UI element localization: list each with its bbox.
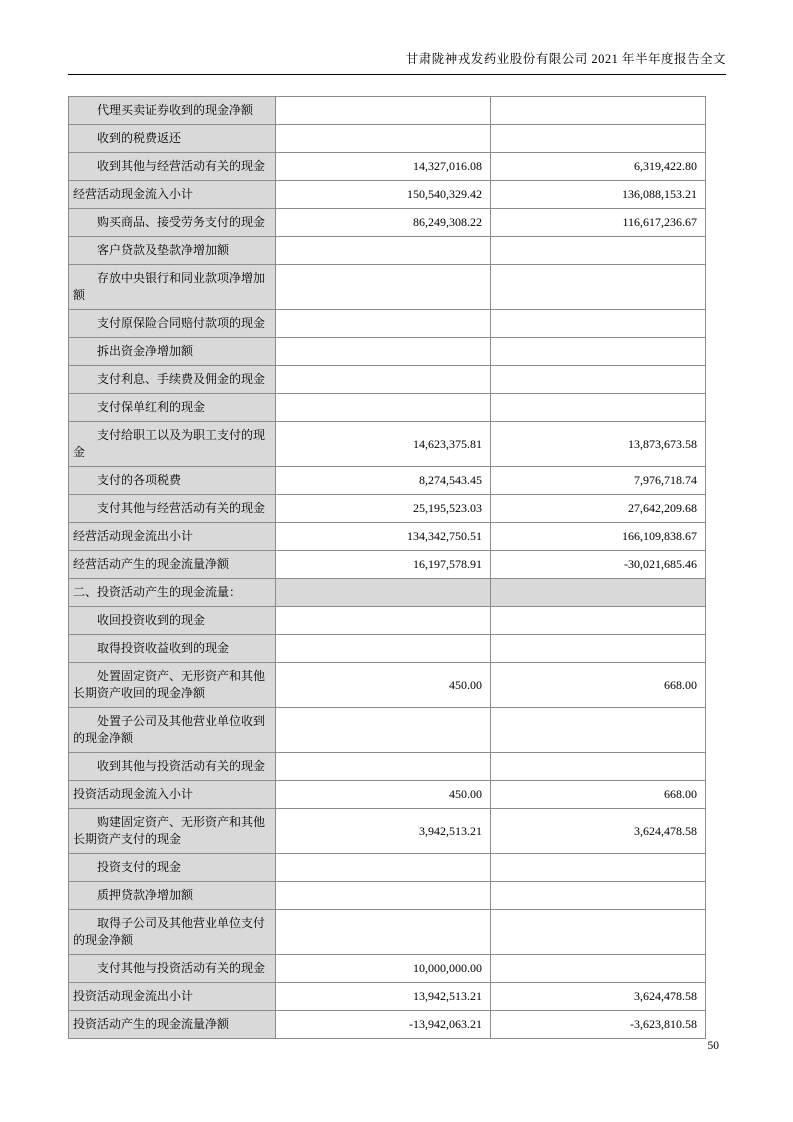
table-row — [69, 551, 706, 579]
row-value-prior — [491, 310, 706, 338]
row-value-prior: 116,617,236.67 — [491, 209, 706, 237]
cashflow-table-body — [69, 97, 706, 1039]
row-label: 支付保单红利的现金 — [69, 394, 276, 422]
row-label: 支付其他与投资活动有关的现金 — [69, 955, 276, 983]
row-value-current — [276, 265, 491, 310]
row-label: 质押贷款净增加额 — [69, 882, 276, 910]
table-row — [69, 635, 706, 663]
row-value-current: -13,942,063.21 — [276, 1011, 491, 1039]
row-label: 投资活动现金流出小计 — [69, 983, 276, 1011]
row-value-prior — [491, 338, 706, 366]
row-value-prior: 668.00 — [491, 781, 706, 809]
cashflow-statement-table — [68, 96, 706, 1039]
table-row — [69, 265, 706, 310]
row-label: 支付利息、手续费及佣金的现金 — [69, 366, 276, 394]
row-value-prior: 13,873,673.58 — [491, 422, 706, 467]
row-value-prior: -3,623,810.58 — [491, 1011, 706, 1039]
row-label: 处置子公司及其他营业单位收到的现金净额 — [69, 708, 276, 753]
row-value-prior — [491, 607, 706, 635]
table-row — [69, 181, 706, 209]
row-value-current — [276, 579, 491, 607]
table-section-row — [69, 579, 706, 607]
row-label: 投资支付的现金 — [69, 854, 276, 882]
row-value-current — [276, 708, 491, 753]
document-header-title: 甘肃陇神戎发药业股份有限公司 2021 年半年度报告全文 — [405, 52, 726, 66]
table-row — [69, 753, 706, 781]
row-label: 取得投资收益收到的现金 — [69, 635, 276, 663]
row-label: 收到的税费返还 — [69, 125, 276, 153]
row-value-prior — [491, 265, 706, 310]
row-label: 经营活动现金流出小计 — [69, 523, 276, 551]
row-label: 代理买卖证券收到的现金净额 — [69, 97, 276, 125]
row-value-current — [276, 635, 491, 663]
row-value-prior — [491, 753, 706, 781]
row-value-current — [276, 607, 491, 635]
row-label: 支付原保险合同赔付款项的现金 — [69, 310, 276, 338]
table-row — [69, 97, 706, 125]
table-row — [69, 708, 706, 753]
row-value-current — [276, 310, 491, 338]
row-value-prior — [491, 854, 706, 882]
row-label: 购建固定资产、无形资产和其他长期资产支付的现金 — [69, 809, 276, 854]
table-row — [69, 854, 706, 882]
table-row — [69, 809, 706, 854]
table-row — [69, 955, 706, 983]
row-value-current: 3,942,513.21 — [276, 809, 491, 854]
row-value-prior: 668.00 — [491, 663, 706, 708]
row-label: 支付给职工以及为职工支付的现金 — [69, 422, 276, 467]
row-value-prior: 136,088,153.21 — [491, 181, 706, 209]
row-label: 收到其他与经营活动有关的现金 — [69, 153, 276, 181]
row-label: 经营活动产生的现金流量净额 — [69, 551, 276, 579]
row-value-prior — [491, 635, 706, 663]
row-value-current: 13,942,513.21 — [276, 983, 491, 1011]
table-row — [69, 882, 706, 910]
table-row — [69, 153, 706, 181]
row-label: 经营活动现金流入小计 — [69, 181, 276, 209]
row-value-current: 8,274,543.45 — [276, 467, 491, 495]
table-row — [69, 781, 706, 809]
table-row — [69, 607, 706, 635]
table-row — [69, 338, 706, 366]
row-value-current — [276, 125, 491, 153]
table-row — [69, 366, 706, 394]
table-row — [69, 495, 706, 523]
row-value-prior: -30,021,685.46 — [491, 551, 706, 579]
row-value-current: 150,540,329.42 — [276, 181, 491, 209]
row-value-prior — [491, 366, 706, 394]
row-label: 收到其他与投资活动有关的现金 — [69, 753, 276, 781]
table-row — [69, 910, 706, 955]
row-label: 投资活动现金流入小计 — [69, 781, 276, 809]
row-label: 二、投资活动产生的现金流量： — [69, 579, 276, 607]
row-value-current: 86,249,308.22 — [276, 209, 491, 237]
row-value-prior: 3,624,478.58 — [491, 983, 706, 1011]
row-value-current: 134,342,750.51 — [276, 523, 491, 551]
row-value-prior — [491, 125, 706, 153]
document-header — [68, 52, 726, 75]
row-label: 存放中央银行和同业款项净增加额 — [69, 265, 276, 310]
row-value-prior — [491, 955, 706, 983]
row-label: 支付的各项税费 — [69, 467, 276, 495]
table-row — [69, 1011, 706, 1039]
row-value-current: 14,623,375.81 — [276, 422, 491, 467]
row-value-current: 450.00 — [276, 663, 491, 708]
row-value-prior — [491, 237, 706, 265]
table-row — [69, 310, 706, 338]
row-value-prior — [491, 394, 706, 422]
row-value-prior — [491, 708, 706, 753]
row-value-prior: 166,109,838.67 — [491, 523, 706, 551]
row-label: 支付其他与经营活动有关的现金 — [69, 495, 276, 523]
row-value-current — [276, 97, 491, 125]
row-value-current — [276, 854, 491, 882]
row-value-prior: 27,642,209.68 — [491, 495, 706, 523]
row-value-prior: 7,976,718.74 — [491, 467, 706, 495]
row-value-prior — [491, 882, 706, 910]
row-label: 客户贷款及垫款净增加额 — [69, 237, 276, 265]
row-value-current: 25,195,523.03 — [276, 495, 491, 523]
table-row — [69, 523, 706, 551]
row-label: 取得子公司及其他营业单位支付的现金净额 — [69, 910, 276, 955]
table-row — [69, 125, 706, 153]
row-label: 处置固定资产、无形资产和其他长期资产收回的现金净额 — [69, 663, 276, 708]
row-label: 收回投资收到的现金 — [69, 607, 276, 635]
row-value-current — [276, 237, 491, 265]
table-row — [69, 663, 706, 708]
row-value-prior — [491, 579, 706, 607]
row-value-current: 16,197,578.91 — [276, 551, 491, 579]
row-value-current — [276, 753, 491, 781]
row-value-prior: 6,319,422.80 — [491, 153, 706, 181]
row-value-current — [276, 910, 491, 955]
row-value-prior — [491, 97, 706, 125]
row-value-current — [276, 338, 491, 366]
row-value-current — [276, 882, 491, 910]
row-value-prior: 3,624,478.58 — [491, 809, 706, 854]
table-row — [69, 237, 706, 265]
row-label: 拆出资金净增加额 — [69, 338, 276, 366]
table-row — [69, 983, 706, 1011]
row-value-current — [276, 366, 491, 394]
row-label: 投资活动产生的现金流量净额 — [69, 1011, 276, 1039]
table-row — [69, 422, 706, 467]
row-value-prior — [491, 910, 706, 955]
row-value-current — [276, 394, 491, 422]
table-row — [69, 209, 706, 237]
row-value-current: 450.00 — [276, 781, 491, 809]
page-number: 50 — [707, 1040, 719, 1052]
row-value-current: 10,000,000.00 — [276, 955, 491, 983]
row-value-current: 14,327,016.08 — [276, 153, 491, 181]
table-row — [69, 394, 706, 422]
row-label: 购买商品、接受劳务支付的现金 — [69, 209, 276, 237]
table-row — [69, 467, 706, 495]
